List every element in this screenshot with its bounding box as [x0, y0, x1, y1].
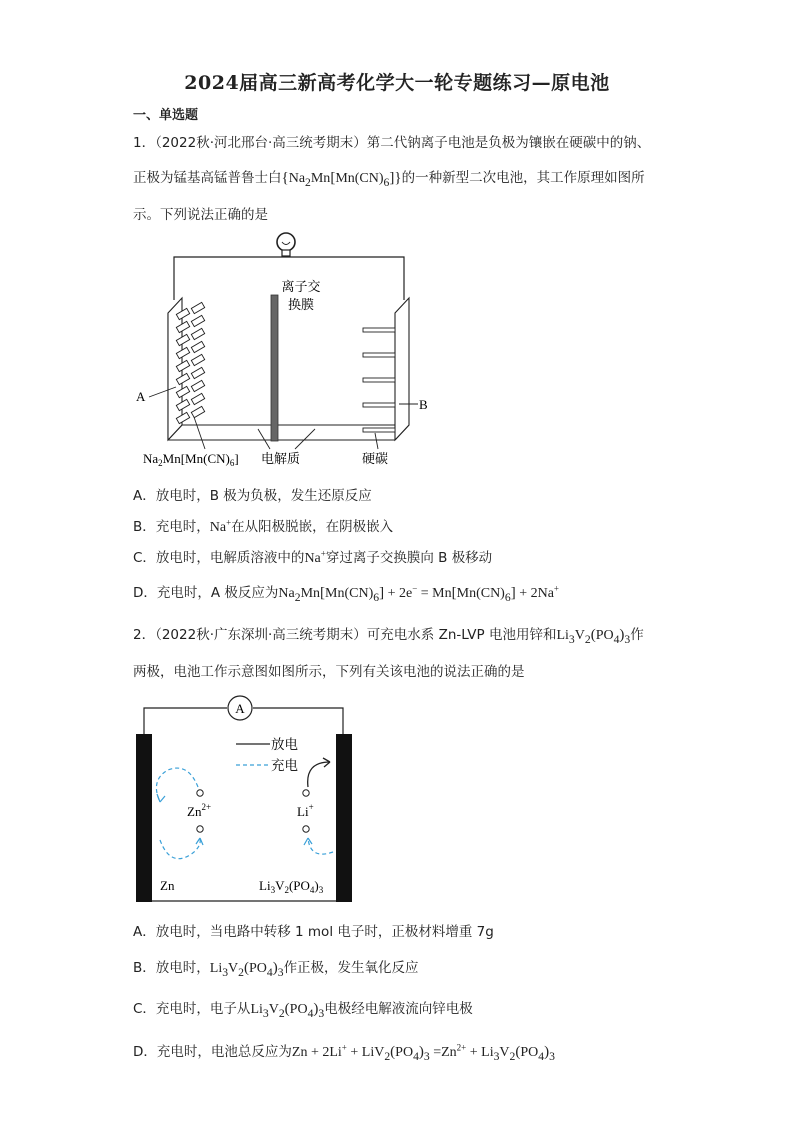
- lvp-electrode: [336, 734, 352, 902]
- zn-ion-label: $Zn^{2+}$: [187, 802, 212, 819]
- q2-option-b: [133, 956, 419, 979]
- q1-formula-na-ion: Na+: [209, 517, 232, 535]
- membrane-label-2: 换膜: [287, 297, 315, 312]
- zn-charge-arrow-bottom: [160, 838, 200, 859]
- label-b: B: [419, 397, 428, 412]
- membrane-label-1: 离子交: [281, 279, 321, 294]
- zn-electrode: [136, 734, 152, 902]
- section-heading: 一、单选题: [133, 108, 199, 123]
- q1-option-c-pre: C．放电时，电解质溶液中的: [133, 550, 305, 566]
- electrode-b: [395, 298, 409, 440]
- label-electrolyte: 电解质: [261, 451, 301, 466]
- ammeter-label: A: [235, 701, 245, 716]
- q1-line2-pre: 正极为锰基高锰普鲁士白: [133, 170, 282, 186]
- q2-formula-lvp-c: $Li_3V_2(PO_4)_3$: [250, 1001, 325, 1020]
- label-a: A: [136, 389, 146, 404]
- li-charge-arrow: [308, 838, 333, 854]
- q2-line1-post: 作: [630, 627, 644, 643]
- q1-battery-diagram: [130, 225, 440, 470]
- q1-line2-post: 的一种新型二次电池，其工作原理如图所: [401, 170, 645, 186]
- q1-option-a: A．放电时，B 极为负极，发生还原反应: [133, 488, 372, 504]
- label-na2mn: $Na_2Mn[Mn(CN)_6]$: [143, 451, 239, 468]
- q2-option-c-pre: C．充电时，电子从: [133, 1001, 251, 1017]
- q1-option-c-post: 穿过离子交换膜向 B 极移动: [325, 550, 493, 566]
- q2-option-c-post: 电极经电解液流向锌电极: [324, 1001, 473, 1017]
- q2-battery-diagram: [130, 692, 370, 907]
- q1-formula-na2mn: $\{Na_2Mn[Mn(CN)_6]\}$: [281, 170, 402, 189]
- label-hard-carbon: 硬碳: [362, 451, 389, 466]
- legend-discharge-label: 放电: [271, 737, 298, 752]
- ammeter-icon: [228, 696, 252, 720]
- q2-option-d: [133, 1040, 555, 1063]
- q1-option-d: [133, 581, 559, 604]
- q1-line1: 1．（2022秋·河北邢台·高三统考期末）第二代钠离子电池是负极为镶嵌在硬碳中的钠、: [133, 135, 651, 151]
- lvp-electrode-label: $Li_3V_2(PO_4)_3$: [259, 878, 324, 895]
- q2-line1: [133, 623, 644, 646]
- q2-option-d-pre: D．充电时，电池总反应为: [133, 1044, 292, 1060]
- q1-option-c: [133, 546, 492, 567]
- q2-formula-lvp-b: $Li_3V_2(PO_4)_3$: [209, 960, 284, 979]
- bulb-icon: [277, 233, 295, 256]
- q2-option-c: [133, 997, 473, 1020]
- q1-line3: 示。下列说法正确的是: [133, 207, 268, 223]
- q2-option-b-pre: B．放电时，: [133, 960, 210, 976]
- q2-line1-pre: 2．（2022秋·广东深圳·高三统考期末）可充电水系 Zn-LVP 电池用锌和: [133, 627, 557, 643]
- q1-option-d-pre: D．充电时，A 极反应为: [133, 585, 279, 601]
- q2-option-d-equation: $Zn + 2Li^+ + LiV_2(PO_4)_3 =Zn^{2+} + Li_3V_2(PO_4)_3$: [291, 1042, 555, 1063]
- zn-electrode-label: Zn: [160, 878, 175, 893]
- q2-option-a: A．放电时，当电路中转移 1 mol 电子时，正极材料增重 7g: [133, 924, 494, 940]
- page-title: 2024届高三新高考化学大一轮专题练习—原电池: [184, 72, 610, 94]
- zn-charge-arrow-top: [156, 768, 198, 802]
- li-ion-label: Li+: [297, 802, 314, 819]
- q2-option-b-post: 作正极，发生氧化反应: [283, 960, 419, 976]
- q1-option-b-post: 在从阳极脱嵌，在阴极嵌入: [231, 519, 394, 535]
- q1-option-b-pre: B．充电时，: [133, 519, 210, 535]
- q1-option-d-equation: $Na_2Mn[Mn(CN)_6] + 2e^- = Mn[Mn(CN)_6] + 2Na^+$: [278, 583, 559, 604]
- q1-line2: [133, 166, 645, 189]
- ion-exchange-membrane: [271, 295, 278, 441]
- q1-option-b: [133, 515, 393, 536]
- q2-formula-lvp: $Li_3V_2(PO_4)_3$: [556, 627, 631, 646]
- q2-line2: 两极，电池工作示意图如图所示，下列有关该电池的说法正确的是: [133, 664, 525, 680]
- legend-charge-label: 充电: [271, 758, 298, 773]
- electrode-b-carbon-layers: [363, 328, 395, 432]
- li-discharge-arrow: [308, 762, 330, 787]
- q1-formula-na-ion-2: Na+: [304, 548, 326, 566]
